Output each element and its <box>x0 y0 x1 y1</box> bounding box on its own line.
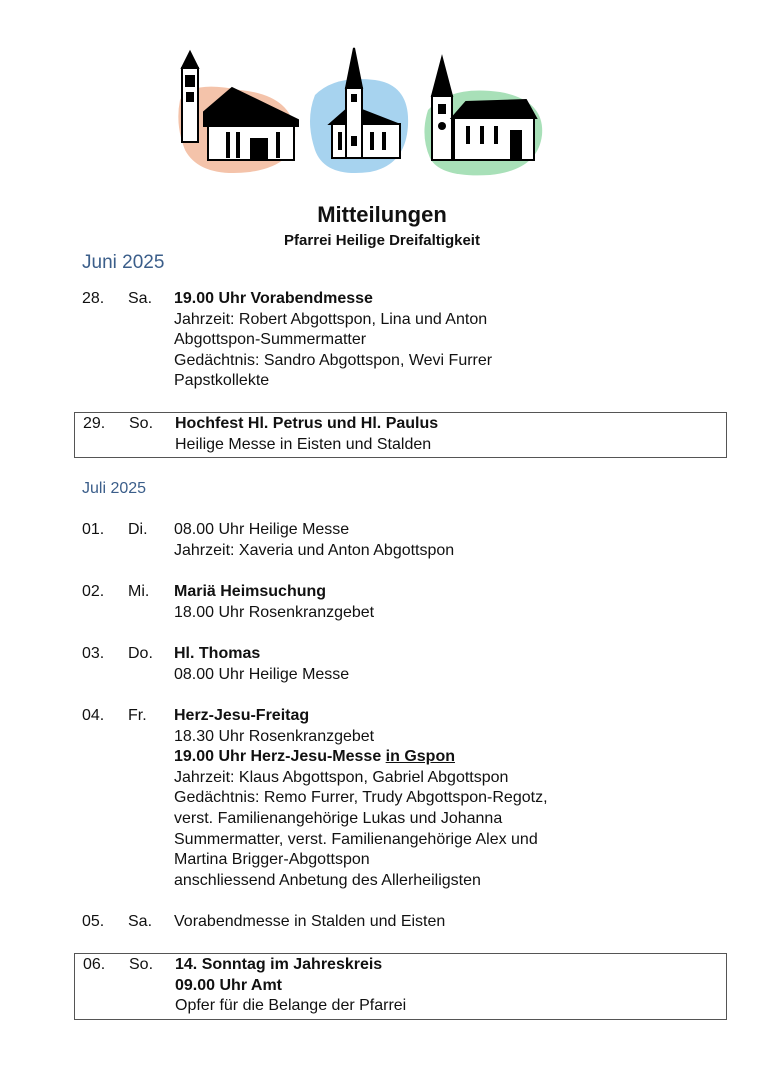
entry-weekday: Mi. <box>128 583 150 600</box>
entry-line <box>175 996 718 1017</box>
entry-date: 03. <box>82 645 105 662</box>
entry-line-text: Summermatter, verst. Familienangehörige Alex und <box>174 830 538 848</box>
entry-date: 06. <box>83 956 106 973</box>
entry-line <box>174 520 722 541</box>
entry-line <box>174 706 722 727</box>
entry-line-text: anschliessend Anbetung des Allerheiligsten <box>174 871 481 889</box>
entry-line-text: Papstkollekte <box>174 372 270 390</box>
entry-line-text: 09.00 Uhr Amt <box>175 976 282 994</box>
entry-details <box>174 644 722 685</box>
schedule-entry <box>82 706 722 891</box>
entry-weekday: Sa. <box>128 290 153 307</box>
entry-line <box>174 603 722 624</box>
entry-line-text: Herz-Jesu-Freitag <box>174 707 310 724</box>
entry-line <box>174 912 722 933</box>
entry-details <box>174 520 722 561</box>
entry-line <box>175 976 718 997</box>
entry-line <box>174 289 722 310</box>
location-emphasis: in Gspon <box>385 748 455 766</box>
entry-line-text: Mariä Heimsuchung <box>174 583 327 600</box>
entry-line-text: verst. Familienangehörige Lukas und Johanna <box>174 809 503 827</box>
entry-weekday: So. <box>129 415 154 432</box>
schedule-entry <box>82 289 722 392</box>
entry-details <box>174 706 722 891</box>
entry-line-text: 19.00 Uhr Herz-Jesu-Messe <box>174 748 386 766</box>
entry-date: 05. <box>82 913 105 930</box>
schedule-entry <box>82 644 722 685</box>
entry-details <box>175 955 718 1017</box>
entry-line <box>174 830 722 851</box>
entry-line-text: Vorabendmesse in Stalden und Eisten <box>174 913 446 930</box>
month-heading-juni: Juni 2025 <box>82 252 165 273</box>
entry-line <box>174 747 722 768</box>
page-title: Mitteilungen <box>317 202 447 227</box>
entry-details <box>174 582 722 623</box>
entry-date: 28. <box>82 290 105 307</box>
entry-line-text: 18.30 Uhr Rosenkranzgebet <box>174 727 375 745</box>
church-right <box>432 58 536 160</box>
entry-weekday: Sa. <box>128 913 153 930</box>
parish-subtitle: Pfarrei Heilige Dreifaltigkeit <box>284 232 480 249</box>
entry-line-text: Jahrzeit: Klaus Abgottspon, Gabriel Abgottspon <box>174 768 509 786</box>
schedule-entry <box>74 953 727 1020</box>
entry-line-text: Jahrzeit: Xaveria und Anton Abgottspon <box>174 541 455 559</box>
three-churches-logo-icon <box>170 40 550 180</box>
entry-weekday: Di. <box>128 521 148 538</box>
schedule-entry <box>82 520 722 561</box>
schedule-entry <box>82 912 722 933</box>
entry-line-text: 14. Sonntag im Jahreskreis <box>175 956 383 973</box>
entry-line <box>174 768 722 789</box>
entry-date: 04. <box>82 707 105 724</box>
entry-line <box>174 371 722 392</box>
entry-date: 02. <box>82 583 105 600</box>
entry-line-text: 18.00 Uhr Rosenkranzgebet <box>174 603 375 621</box>
entry-line <box>174 310 722 331</box>
entry-line-text: Gedächtnis: Remo Furrer, Trudy Abgottspon-Regotz, <box>174 789 548 807</box>
entry-line-text: Gedächtnis: Sandro Abgottspon, Wevi Furrer <box>174 351 493 369</box>
entry-details <box>174 912 722 933</box>
entry-line-text: Martina Brigger-Abgottspon <box>174 851 370 869</box>
entry-line <box>175 435 718 456</box>
entry-line <box>174 582 722 603</box>
entry-weekday: Do. <box>128 645 153 662</box>
entry-line <box>174 644 722 665</box>
entry-line <box>174 665 722 686</box>
entry-line-text: 19.00 Uhr Vorabendmesse <box>174 290 373 307</box>
month-heading-juli: Juli 2025 <box>82 480 147 497</box>
entry-weekday: So. <box>129 956 154 973</box>
entry-line <box>174 809 722 830</box>
entry-line <box>174 788 722 809</box>
entry-details <box>174 289 722 392</box>
entry-line <box>174 871 722 892</box>
entry-line <box>174 727 722 748</box>
entry-line <box>174 541 722 562</box>
entry-line <box>174 351 722 372</box>
entry-line <box>174 850 722 871</box>
entry-date: 29. <box>83 415 106 432</box>
entry-line <box>175 955 718 976</box>
entry-weekday: Fr. <box>128 707 147 724</box>
entry-line-text: Abgottspon-Summermatter <box>174 331 367 349</box>
entry-line <box>174 330 722 351</box>
entry-line-text: Heilige Messe in Eisten und Stalden <box>175 435 432 453</box>
entry-line-text: 08.00 Uhr Heilige Messe <box>174 521 350 538</box>
entry-line-text: Jahrzeit: Robert Abgottspon, Lina und Anton <box>174 310 488 328</box>
entry-line-text: Hl. Thomas <box>174 645 261 662</box>
entry-line-text: Opfer für die Belange der Pfarrei <box>175 997 407 1015</box>
entry-details <box>175 414 718 455</box>
entry-date: 01. <box>82 521 105 538</box>
schedule-entry <box>82 582 722 623</box>
schedule-entry <box>74 412 727 458</box>
entry-line-text: 08.00 Uhr Heilige Messe <box>174 665 350 683</box>
entry-line <box>175 414 718 435</box>
entry-line-text: Hochfest Hl. Petrus und Hl. Paulus <box>175 415 439 432</box>
